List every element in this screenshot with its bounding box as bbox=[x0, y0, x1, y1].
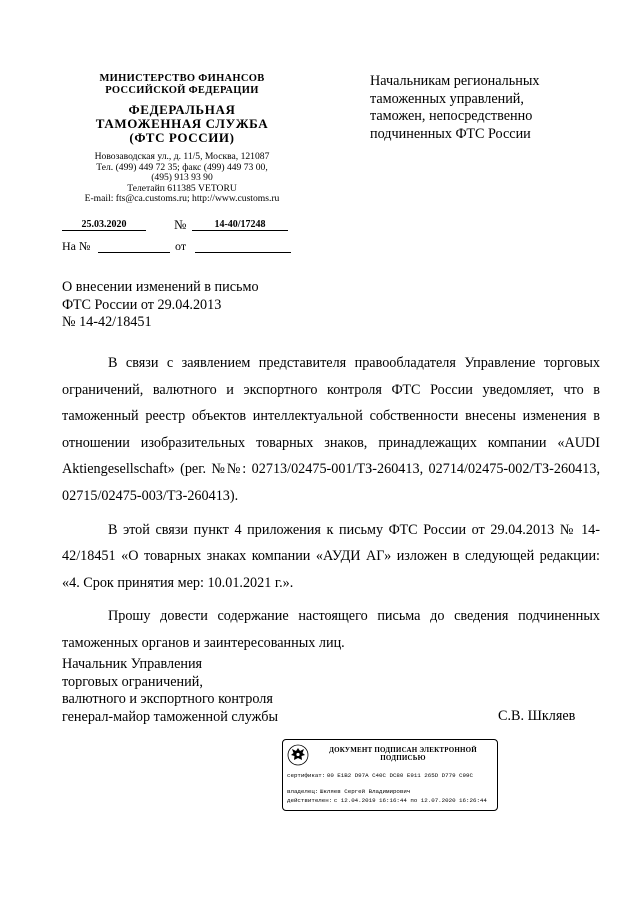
ministry-line: РОССИЙСКОЙ ФЕДЕРАЦИИ bbox=[105, 85, 259, 96]
service-line: ФЕДЕРАЛЬНАЯ bbox=[128, 102, 236, 117]
stamp-certificate bbox=[287, 772, 493, 779]
stamp-title-line: ДОКУМЕНТ ПОДПИСАН ЭЛЕКТРОННОЙ bbox=[329, 746, 477, 754]
stamp-title bbox=[313, 746, 493, 763]
ministry-header bbox=[52, 73, 312, 97]
service-header bbox=[52, 103, 312, 145]
address-block bbox=[52, 152, 312, 205]
signatory-title-line: валютного и экспортного контроля bbox=[62, 691, 273, 708]
from-date-line bbox=[195, 252, 291, 253]
addressee-block bbox=[370, 73, 610, 143]
from-label: от bbox=[175, 239, 187, 253]
address-line: Тел. (499) 449 72 35; факс (499) 449 73 00, bbox=[96, 161, 268, 173]
certificate-value: 00 E1B2 D97A C40C DC80 E911 265D D779 C99C bbox=[326, 772, 473, 779]
subject-block bbox=[62, 279, 302, 332]
subject-line: ФТС России от 29.04.2013 bbox=[62, 296, 222, 313]
certificate-label: сертификат: bbox=[287, 772, 326, 779]
addressee-line: таможен, непосредственно bbox=[370, 108, 533, 125]
owner-label: владелец: bbox=[287, 788, 319, 795]
signatory-title-line: генерал-майор таможенной службы bbox=[62, 708, 279, 725]
document-date: 25.03.2020 bbox=[62, 219, 146, 231]
validity-value: с 12.04.2019 16:16:44 по 12.07.2020 16:26:44 bbox=[333, 797, 487, 804]
reply-to-row bbox=[62, 240, 302, 254]
letter-body bbox=[62, 350, 600, 664]
number-label: № bbox=[174, 217, 187, 232]
body-paragraph: В этой связи пункт 4 приложения к письму ФТС России от 29.04.2013 № 14-42/18451 «О товарных знаках компании «АУДИ АГ» изложен в следующей редакции: «4. Срок принятия мер: 10.01.2021 г.». bbox=[62, 521, 600, 591]
subject-line: О внесении изменений в письмо bbox=[62, 279, 259, 295]
date-number-row bbox=[62, 219, 302, 233]
address-line: E-mail: fts@ca.customs.ru; http://www.customs.ru bbox=[84, 193, 280, 204]
addressee-line: таможенных управлений, bbox=[370, 90, 524, 107]
ministry-line: МИНИСТЕРСТВО ФИНАНСОВ bbox=[99, 73, 265, 84]
addressee-line: Начальникам региональных bbox=[370, 73, 540, 89]
e-signature-stamp bbox=[282, 739, 498, 811]
stamp-title-line: ПОДПИСЬЮ bbox=[380, 754, 426, 763]
service-line: (ФТС РОССИИ) bbox=[129, 130, 235, 145]
address-line: (495) 913 93 90 bbox=[151, 172, 213, 183]
stamp-owner bbox=[287, 788, 410, 795]
body-paragraph: Прошу довести содержание настоящего письма до сведения подчиненных таможенных органов и заинтересованных лиц. bbox=[62, 608, 600, 651]
stamp-validity bbox=[287, 797, 487, 804]
signatory-name: С.В. Шкляев bbox=[498, 708, 576, 724]
address-line: Телетайп 611385 VETORU bbox=[127, 182, 237, 194]
service-line: ТАМОЖЕННАЯ СЛУЖБА bbox=[95, 116, 269, 131]
signatory-title-line: торговых ограничений, bbox=[62, 673, 203, 690]
eagle-emblem-icon bbox=[287, 744, 309, 766]
body-paragraph: В связи с заявлением представителя правообладателя Управление торговых ограничений, валютного и экспортного контроля ФТС России уведомляет, что в таможенный реестр объектов интеллектуальной собственности внесены изменения в отношении изобразительных товарных знаков, принадлежащих компании «AUDI Aktiengesellschaft» (рег. №№: 02713/02475-001/ТЗ-260413, 02714/02475-002/ТЗ-260413, 02715/02475-003/ТЗ-260413). bbox=[62, 355, 600, 504]
signatory-title bbox=[62, 656, 278, 726]
address-line: Новозаводская ул., д. 11/5, Москва, 121087 bbox=[94, 151, 270, 162]
owner-value: Шкляев Сергей Владимирович bbox=[319, 788, 411, 795]
subject-line: № 14-42/18451 bbox=[62, 314, 152, 331]
validity-label: действителен: bbox=[287, 797, 333, 804]
reply-to-label: На № bbox=[62, 239, 91, 253]
addressee-line: подчиненных ФТС России bbox=[370, 125, 531, 142]
reply-to-number-line bbox=[98, 252, 170, 253]
signatory-title-line: Начальник Управления bbox=[62, 656, 203, 672]
document-number: 14-40/17248 bbox=[192, 219, 288, 231]
